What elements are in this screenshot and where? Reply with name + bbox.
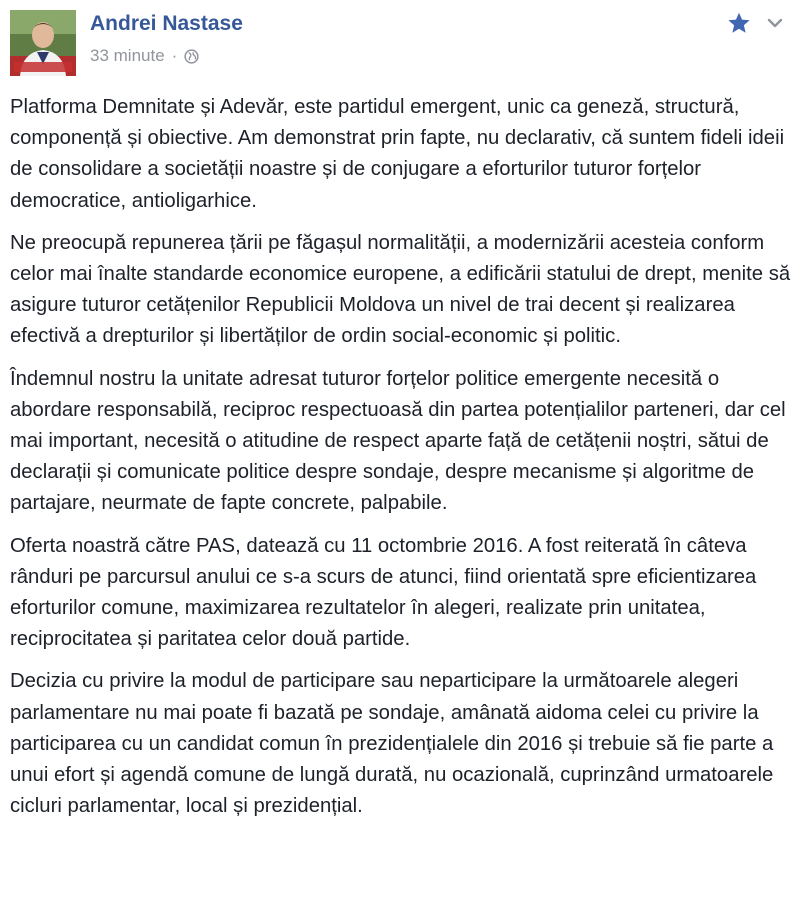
star-icon[interactable] <box>726 10 752 36</box>
chevron-down-icon[interactable] <box>766 16 784 30</box>
avatar[interactable] <box>10 10 76 76</box>
post-paragraph-4: Oferta noastră către PAS, datează cu 11 octombrie 2016. A fost reiterată în câteva rânduri pe parcursul anului ce s-a scurs de atunci, fiind orientată spre eficientizarea eforturilor comune, maximizarea rezultatelor în alegeri, realizate prin unitatea, reciprocitatea și paritatea celor două partide. <box>10 534 757 651</box>
post-paragraph-3: Îndemnul nostru la unitate adresat tuturor forțelor politice emergente necesită o abordare responsabilă, reciproc respectuoasă din partea potențialilor parteneri, dar cel mai important, necesită o atitudine de respect aparte față de cetățenii noștri, sătui de declarații și comunicate politice despre sondaje, despre mecanisme și algoritme de partajare, neurmate de fapte concrete, palpabile. <box>10 367 786 515</box>
globe-icon[interactable] <box>184 49 199 64</box>
author-name-link[interactable]: Andrei Nastase <box>90 12 243 35</box>
post-timestamp-link[interactable]: 33 minute <box>90 46 165 65</box>
post-paragraph-1: Platforma Demnitate și Adevăr, este partidul emergent, unic ca geneză, structură, componență și obiective. Am demonstrat prin fapte, nu declarativ, că suntem fideli ideii de consolidare a societății noastre și de conjugare a eforturilor tuturor forțelor democratice, antioligarhice. <box>10 96 785 212</box>
post-meta <box>90 46 199 66</box>
post-paragraph-5: Decizia cu privire la modul de participare sau neparticipare la următoarele alegeri parlamentare nu mai poate fi bazată pe sondaje, amânată aidoma celei cu privire la participarea cu un candidat comun în prezidențialele din 2016 și trebuie să fie parte a unui efort și agendă comune de lungă durată, nu ocazională, cuprinzând urmatoarele cicluri parlamentar, local și prezidențial. <box>10 670 774 818</box>
post-body <box>10 92 796 833</box>
avatar-photo <box>10 10 76 76</box>
post-header <box>10 10 790 78</box>
meta-separator: · <box>171 46 178 65</box>
post-paragraph-2: Ne preocupă repunerea țării pe făgașul normalității, a modernizării acesteia conform celor mai înalte standarde economice europene, a edificării statului de drept, menite să asigure tuturor cetățenilor Republicii Moldova un nivel de trai decent și realizarea efectivă a drepturilor și libertăților de ordin social-economic și politic. <box>10 231 791 348</box>
